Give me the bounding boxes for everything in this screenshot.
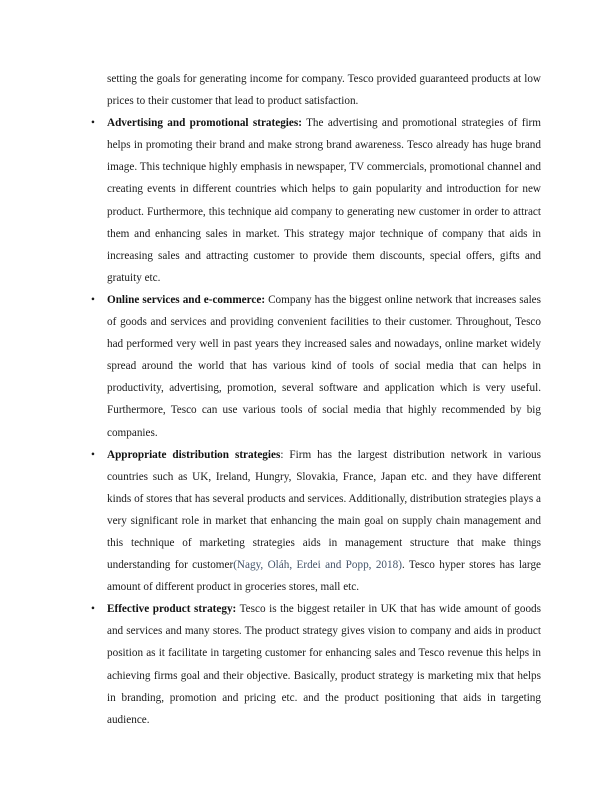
bullet-heading: Effective product strategy: xyxy=(107,603,237,616)
inline-citation: (Nagy, Oláh, Erdei and Popp, 2018) xyxy=(233,559,402,572)
document-text-body xyxy=(91,68,542,731)
bullet-point-icon: • xyxy=(91,448,95,461)
list-item xyxy=(91,289,541,444)
bullet-heading: Online services and e-commerce: xyxy=(107,293,266,306)
strategy-bullet-list xyxy=(91,112,542,731)
list-item xyxy=(91,598,542,731)
bullet-point-icon: • xyxy=(91,117,95,130)
bullet-heading: Advertising and promotional strategies: xyxy=(107,117,302,130)
bullet-point-icon: • xyxy=(91,603,95,616)
intro-paragraph-text: setting the goals for generating income for company. Tesco provided guaranteed products at low prices to their customer that lead to product satisfaction. xyxy=(107,73,541,108)
bullet-point-icon: • xyxy=(91,293,95,306)
bullet-body: The advertising and promotional strategies of firm helps in promoting their brand and make strong brand awareness. Tesco already has huge brand image. This technique highly emphasis in newspaper, TV commercials, promotional channel and creating events in different countries which helps to gain popularity and introduction for new product. Furthermore, this technique aid company to generating new customer in order to attract them and enhancing sales in market. This strategy major technique of company that aids in increasing sales and attracting customer to provide them discounts, special offers, gifts and gratuity etc. xyxy=(107,117,541,284)
list-item xyxy=(91,112,541,289)
intro-paragraph xyxy=(107,68,541,112)
list-item xyxy=(91,444,542,599)
bullet-heading: Appropriate distribution strategies xyxy=(107,448,281,461)
bullet-body-before-citation: : Firm has the largest distribution network in various countries such as UK, Ireland, Hungry, Slovakia, France, Japan etc. and they have different kinds of stores that has several products and services. Additionally, distribution strategies plays a very significant role in market that enhancing the main goal on supply chain management and this technique of marketing strategies aids in management structure that make things understanding for customer xyxy=(107,448,542,572)
bullet-body: Tesco is the biggest retailer in UK that has wide amount of goods and services and many stores. The product strategy gives vision to company and aids in product position as it facilitate in targeting customer for enhancing sales and Tesco revenue this helps in achieving firms goal and their objective. Basically, product strategy is marketing mix that helps in branding, promotion and pricing etc. and the product positioning that aids in targeting audience. xyxy=(107,603,542,726)
bullet-body-after-citation: . Tesco hyper stores has large amount of different product in groceries stores, mall etc. xyxy=(107,559,542,594)
bullet-body: Company has the biggest online network that increases sales of goods and services and providing convenient facilities to their customer. Throughout, Tesco had performed very well in past years they increased sales and nowadays, online market widely spread around the world that has various kind of tools of social media that can helps in productivity, advertising, promotion, several software and application which is very useful. Furthermore, Tesco can use various tools of social media that highly recommended by big companies. xyxy=(107,293,541,439)
